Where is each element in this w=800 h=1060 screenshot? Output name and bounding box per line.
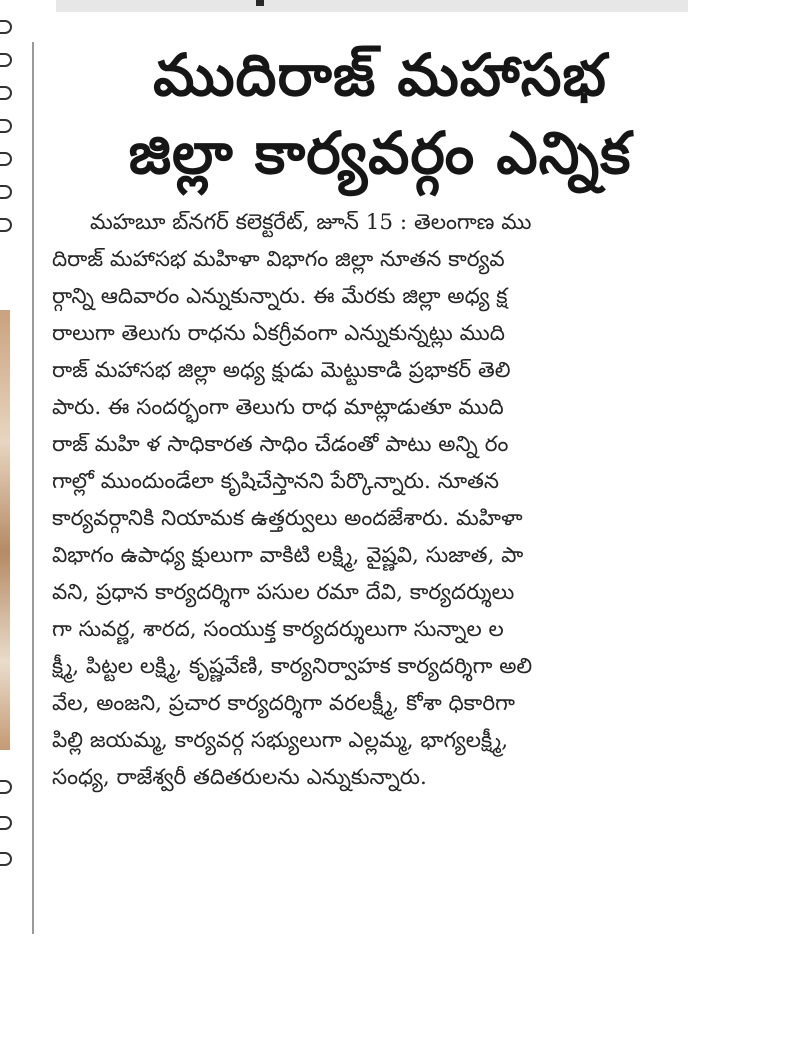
body-line: రాలుగా తెలుగు రాధను ఏకగ్రీవంగా ఎన్నుకున్నట్లు ముది	[52, 321, 505, 346]
body-line: వని, ప్రధాన కార్యదర్శిగా పసుల రమా దేవి, కార్యదర్శులు	[52, 580, 515, 605]
headline-line-1: ముదిరాజ్ మహాసభ	[153, 41, 607, 109]
glyph-fragment	[0, 780, 12, 794]
glyph-fragment	[0, 152, 12, 166]
glyph-fragment	[0, 86, 12, 100]
body-line: గాల్లో ముందుండేలా కృషిచేస్తానని పేర్కొన్నారు. నూతన	[52, 469, 499, 494]
headline-line-2: జిల్లా కార్యవర్గం ఎన్నిక	[128, 119, 632, 187]
glyph-fragment	[0, 218, 12, 232]
glyph-fragment	[0, 852, 12, 866]
body-line: వేల, అంజని, ప్రచార కార్యదర్శిగా వరలక్ష్మీ, కోశా ధికారిగా	[52, 691, 515, 716]
previous-article-band	[56, 0, 688, 12]
body-line: రాజ్ మహాసభ జిల్లా అధ్య క్షుడు మెట్టుకాడి ప్రభాకర్ తెలి	[52, 358, 511, 383]
body-line: దిరాజ్ మహాసభ మహిళా విభాగం జిల్లా నూతన కార్యవ	[52, 247, 505, 272]
body-line: పారు. ఈ సందర్భంగా తెలుగు రాధ మాట్లాడుతూ ముది	[52, 395, 504, 420]
neighbor-column-fragment-top	[0, 20, 16, 250]
body-line: కార్యవర్గానికి నియామక ఉత్తర్వులు అందజేశారు. మహిళా	[52, 506, 523, 531]
glyph-fragment	[0, 119, 12, 133]
column-divider	[32, 42, 34, 934]
article-headline	[52, 36, 708, 192]
body-line: సంధ్య, రాజేశ్వరీ తదితరులను ఎన్నుకున్నారు.	[52, 765, 427, 790]
body-line: విభాగం ఉపాధ్య క్షులుగా వాకిటి లక్ష్మి, వైష్ణవి, సుజాత, పా	[52, 543, 524, 568]
glyph-fragment	[0, 816, 12, 830]
news-article	[52, 36, 708, 936]
body-line: ర్గాన్ని ఆదివారం ఎన్నుకున్నారు. ఈ మేరకు జిల్లా అధ్య క్ష	[52, 284, 508, 309]
previous-article-fragment	[256, 0, 264, 6]
neighbor-column-fragment-bottom	[0, 780, 16, 890]
body-line: రాజ్ మహి ళ సాధికారత సాధిం చేడంతో పాటు అన్ని రం	[52, 432, 509, 457]
body-line: పిల్లి జయమ్మ, కార్యవర్గ సభ్యులుగా ఎల్లమ్మ, భాగ్యలక్ష్మీ,	[52, 728, 509, 753]
glyph-fragment	[0, 53, 12, 67]
body-line: మహబూ బ్‌నగర్ కలెక్టరేట్, జూన్ 15 : తెలంగాణ ము	[90, 210, 532, 235]
article-body	[52, 204, 708, 796]
glyph-fragment	[0, 185, 12, 199]
glyph-fragment	[0, 20, 12, 34]
body-line: క్ష్మీ, పిట్టల లక్ష్మి, కృష్ణవేణి, కార్యనిర్వాహక కార్యదర్శిగా అలి	[52, 654, 533, 679]
body-line: గా సువర్ణ, శారద, సంయుక్త కార్యదర్శులుగా సున్నాల ల	[52, 617, 504, 642]
neighbor-photo-edge	[0, 310, 10, 750]
